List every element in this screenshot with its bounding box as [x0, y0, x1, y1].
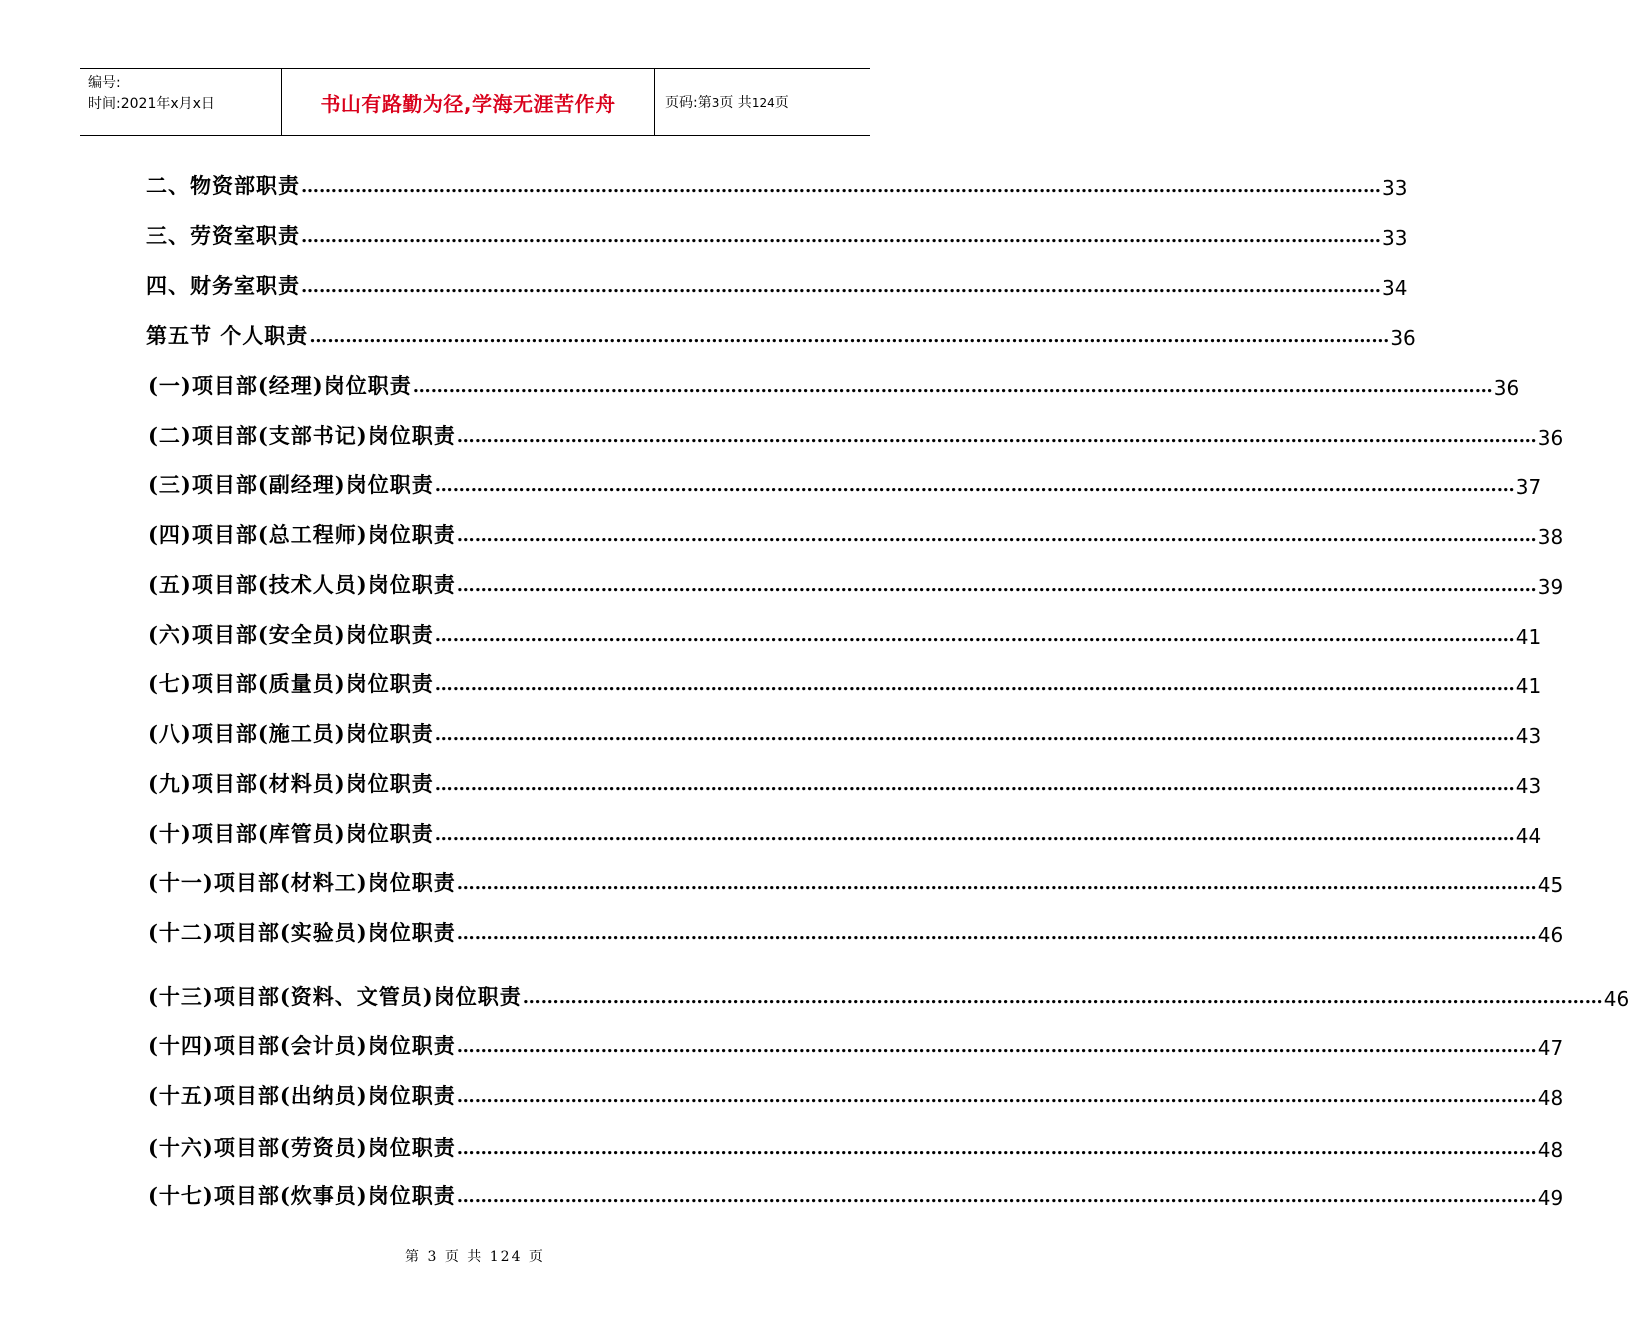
toc-entry[interactable] — [146, 865, 1564, 897]
toc-entry-title: (七)项目部(质量员)岗位职责 — [148, 671, 434, 696]
toc-dot-leader: ……………………………………………………………………………………………………………………………………………………………… — [456, 426, 1537, 447]
header-info-cell — [80, 69, 282, 135]
toc-dot-leader: ……………………………………………………………………………………………………………………………………………………………… — [456, 1138, 1537, 1159]
toc-entry-title: (四)项目部(总工程师)岗位职责 — [148, 522, 456, 547]
toc-entry[interactable] — [146, 168, 1408, 200]
toc-entry-title: (六)项目部(安全员)岗位职责 — [148, 622, 434, 647]
toc-entry[interactable] — [146, 1178, 1564, 1210]
toc-entry-title: (五)项目部(技术人员)岗位职责 — [148, 572, 456, 597]
toc-entry-title: 第五节 个人职责 — [146, 323, 309, 348]
toc-entry-page: 49 — [1537, 1186, 1564, 1210]
toc-entry-page: 48 — [1537, 1086, 1564, 1110]
toc-dot-leader: ……………………………………………………………………………………………………………………………………………………………… — [522, 987, 1603, 1008]
toc-dot-leader: ……………………………………………………………………………………………………………………………………………………………… — [301, 176, 1381, 197]
toc-entry-title: (九)项目部(材料员)岗位职责 — [148, 771, 434, 796]
toc-dot-leader: ……………………………………………………………………………………………………………………………………………………………… — [456, 1186, 1537, 1207]
toc-dot-leader: ……………………………………………………………………………………………………………………………………………………………… — [456, 923, 1537, 944]
toc-entry-title: (十)项目部(库管员)岗位职责 — [148, 821, 434, 846]
toc-entry[interactable] — [146, 816, 1542, 848]
toc-entry-page: 46 — [1537, 923, 1564, 947]
toc-entry-page: 39 — [1537, 575, 1564, 599]
page-suffix: 页 — [774, 95, 789, 111]
toc-entry-page: 33 — [1382, 176, 1408, 200]
toc-entry-page: 37 — [1515, 475, 1542, 499]
toc-dot-leader: ……………………………………………………………………………………………………………………………………………………………… — [456, 525, 1537, 546]
toc-entry-page: 44 — [1515, 824, 1542, 848]
toc-dot-leader: ……………………………………………………………………………………………………………………………………………………………… — [301, 226, 1381, 247]
page-mid: 页 共 — [719, 95, 752, 111]
toc-dot-leader: ……………………………………………………………………………………………………………………………………………………………… — [309, 326, 1390, 347]
toc-entry-title: (二)项目部(支部书记)岗位职责 — [148, 423, 456, 448]
toc-dot-leader: ……………………………………………………………………………………………………………………………………………………………… — [434, 625, 1515, 646]
page-footer: 第 3 页 共 124 页 — [405, 1249, 545, 1265]
toc-entry[interactable] — [146, 467, 1542, 499]
toc-entry-page: 41 — [1515, 625, 1542, 649]
toc-dot-leader: ……………………………………………………………………………………………………………………………………………………………… — [434, 824, 1515, 845]
header-motto: 书山有路勤为径,学海无涯苦作舟 — [320, 91, 616, 116]
toc-entry[interactable] — [146, 766, 1542, 798]
toc-entry-page: 47 — [1537, 1036, 1564, 1060]
toc-dot-leader: ……………………………………………………………………………………………………………………………………………………………… — [301, 276, 1381, 297]
document-date-label: 时间:2021年x月x日 — [88, 96, 215, 112]
toc-entry[interactable] — [146, 368, 1520, 400]
toc-entry[interactable] — [146, 1078, 1564, 1110]
toc-entry-title: 三、劳资室职责 — [146, 223, 300, 248]
toc-entry-page: 36 — [1390, 326, 1416, 350]
toc-dot-leader: ……………………………………………………………………………………………………………………………………………………………… — [434, 674, 1515, 695]
toc-entry[interactable] — [146, 567, 1564, 599]
toc-entry-page: 43 — [1515, 774, 1542, 798]
header-page-indicator — [665, 92, 789, 112]
toc-entry-title: (一)项目部(经理)岗位职责 — [148, 373, 412, 398]
toc-dot-leader: ……………………………………………………………………………………………………………………………………………………………… — [456, 1086, 1537, 1107]
toc-entry-title: (十四)项目部(会计员)岗位职责 — [148, 1033, 456, 1058]
toc-entry-title: (十七)项目部(炊事员)岗位职责 — [148, 1183, 456, 1208]
toc-entry[interactable] — [146, 666, 1542, 698]
toc-dot-leader: ……………………………………………………………………………………………………………………………………………………………… — [456, 873, 1537, 894]
toc-entry[interactable] — [146, 418, 1564, 450]
toc-entry-title: 二、物资部职责 — [146, 173, 300, 198]
toc-entry-page: 34 — [1382, 276, 1408, 300]
toc-entry[interactable] — [146, 517, 1564, 549]
toc-dot-leader: ……………………………………………………………………………………………………………………………………………………………… — [434, 724, 1515, 745]
toc-entry-title: 四、财务室职责 — [146, 273, 300, 298]
toc-entry-page: 45 — [1537, 873, 1564, 897]
toc-entry[interactable] — [146, 979, 1629, 1011]
toc-entry-page: 36 — [1493, 376, 1520, 400]
toc-entry[interactable] — [146, 1130, 1564, 1162]
page-current: 3 — [711, 96, 720, 110]
toc-dot-leader: ……………………………………………………………………………………………………………………………………………………………… — [412, 376, 1493, 397]
toc-entry-title: (十二)项目部(实验员)岗位职责 — [148, 920, 456, 945]
toc-entry[interactable] — [146, 617, 1542, 649]
page-header — [80, 68, 870, 136]
toc-entry[interactable] — [146, 268, 1408, 300]
toc-entry[interactable] — [146, 1028, 1564, 1060]
toc-entry-page: 48 — [1537, 1138, 1564, 1162]
toc-entry-title: (十三)项目部(资料、文管员)岗位职责 — [148, 984, 522, 1009]
toc-entry-title: (十六)项目部(劳资员)岗位职责 — [148, 1135, 456, 1160]
header-page-cell — [655, 69, 870, 135]
toc-entry[interactable] — [146, 716, 1542, 748]
page-total: 124 — [751, 96, 775, 110]
toc-entry-title: (十五)项目部(出纳员)岗位职责 — [148, 1083, 456, 1108]
toc-entry-page: 46 — [1603, 987, 1629, 1011]
toc-entry-title: (八)项目部(施工员)岗位职责 — [148, 721, 434, 746]
toc-dot-leader: ……………………………………………………………………………………………………………………………………………………………… — [456, 575, 1537, 596]
toc-entry-title: (十一)项目部(材料工)岗位职责 — [148, 870, 456, 895]
toc-entry-page: 38 — [1537, 525, 1564, 549]
toc-entry[interactable] — [146, 218, 1408, 250]
toc-entry-page: 36 — [1537, 426, 1564, 450]
toc-entry-title: (三)项目部(副经理)岗位职责 — [148, 472, 434, 497]
toc-entry-page: 43 — [1515, 724, 1542, 748]
toc-entry-page: 33 — [1382, 226, 1408, 250]
page-prefix: 页码:第 — [665, 95, 712, 111]
toc-entry[interactable] — [146, 915, 1564, 947]
document-number-label: 编号: — [88, 75, 121, 91]
header-motto-cell — [282, 69, 655, 135]
toc-entry-page: 41 — [1515, 674, 1542, 698]
toc-dot-leader: ……………………………………………………………………………………………………………………………………………………………… — [434, 475, 1515, 496]
toc-entry[interactable] — [146, 318, 1416, 350]
toc-dot-leader: ……………………………………………………………………………………………………………………………………………………………… — [434, 774, 1515, 795]
toc-dot-leader: ……………………………………………………………………………………………………………………………………………………………… — [456, 1036, 1537, 1057]
